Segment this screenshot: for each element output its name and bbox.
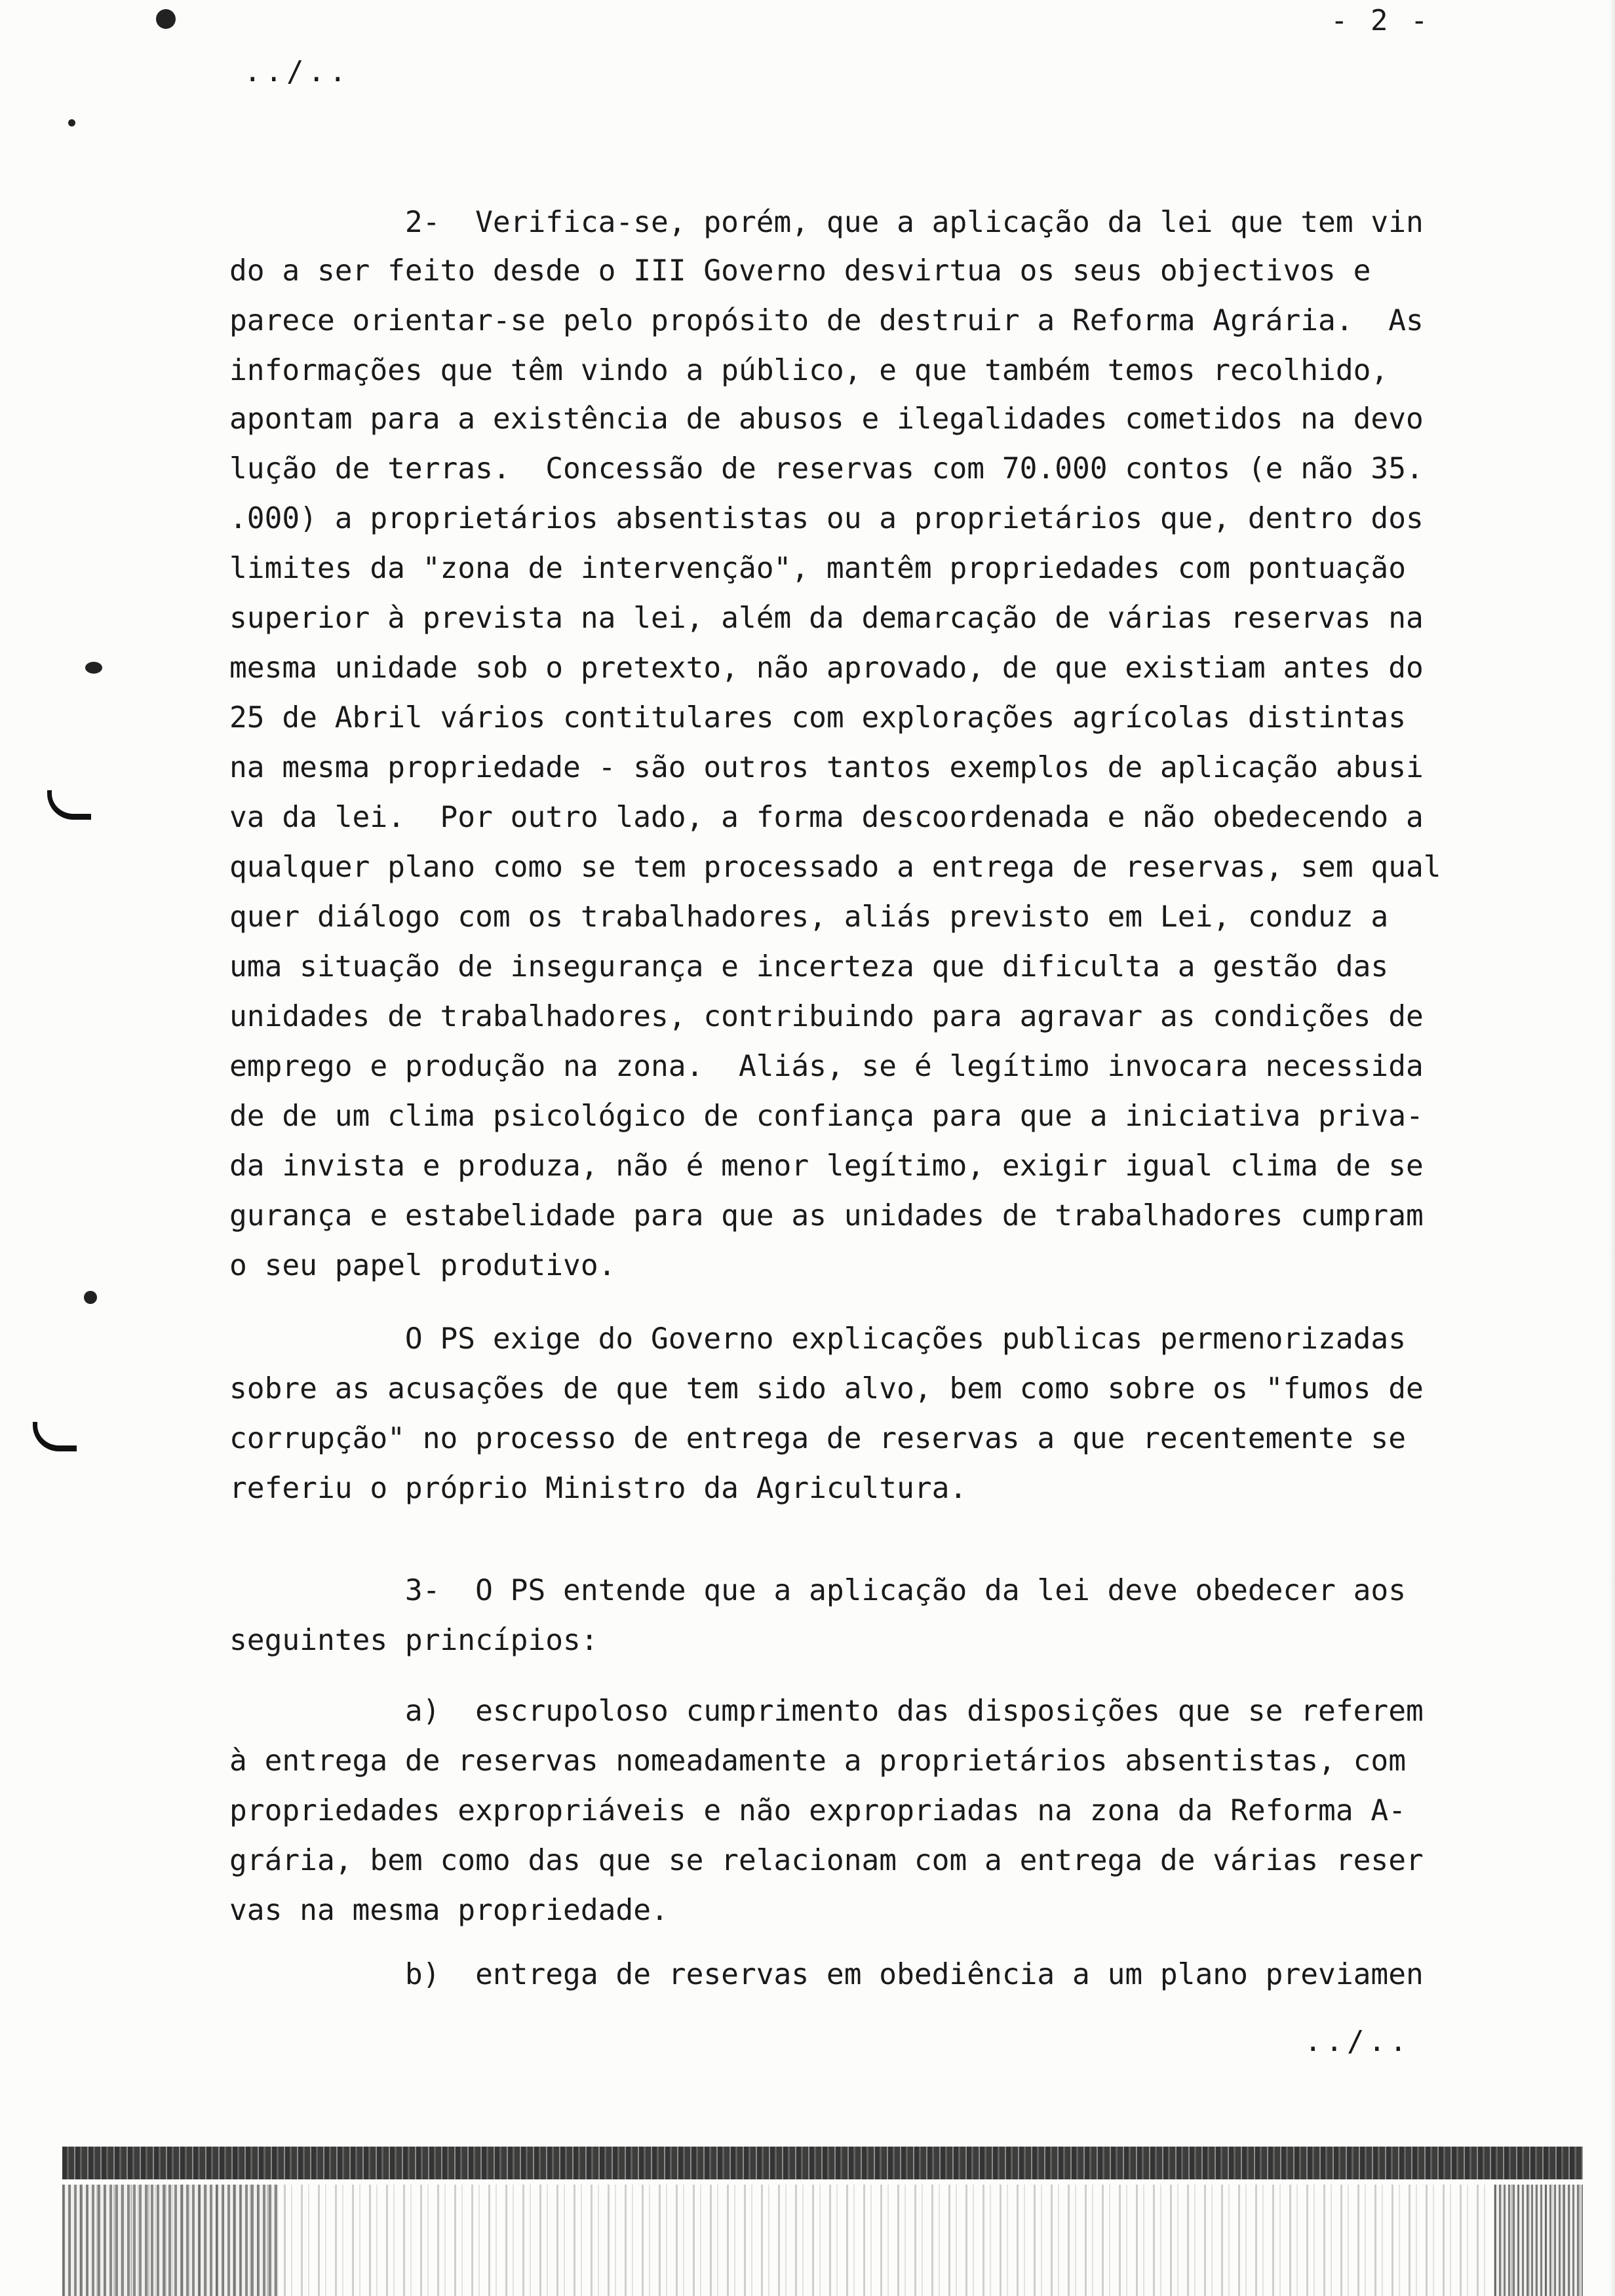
- text-line-5: apontam para a existência de abusos e ilegalidades cometidos na devo: [229, 402, 1424, 436]
- text-line-21: gurança e estabelidade para que as unidades de trabalhadores cumpram: [229, 1199, 1424, 1233]
- page-edge-shadow: [1609, 0, 1615, 2296]
- text-line-9: superior à prevista na lei, além da demarcação de várias reservas na: [229, 602, 1424, 635]
- scan-artifact-streaks: [62, 2185, 1583, 2296]
- scan-artifact-streaks-right: [1494, 2185, 1583, 2296]
- margin-speck: [85, 662, 102, 674]
- text-line-25: corrupção" no processo de entrega de reservas a que recentemente se: [229, 1422, 1407, 1455]
- text-line-33: vas na mesma propriedade.: [229, 1894, 669, 1927]
- text-line-4: informações que têm vindo a público, e que também temos recolhido,: [229, 354, 1389, 387]
- text-line-24: sobre as acusações de que tem sido alvo, bem como sobre os "fumos de: [229, 1372, 1424, 1406]
- margin-mark: [47, 790, 91, 820]
- margin-mark: [33, 1422, 77, 1451]
- page-number: - 2 -: [1331, 4, 1431, 37]
- margin-speck: [156, 9, 176, 29]
- text-line-18: emprego e produção na zona. Aliás, se é legítimo invocara necessida: [229, 1050, 1424, 1083]
- continuation-mark-top: ../..: [244, 55, 351, 88]
- scan-artifact-streaks-left: [62, 2185, 279, 2296]
- text-line-3: parece orientar-se pelo propósito de destruir a Reforma Agrária. As: [229, 304, 1424, 337]
- text-line-20: da invista e produza, não é menor legítimo, exigir igual clima de se: [229, 1149, 1424, 1183]
- text-line-1: 2- Verifica-se, porém, que a aplicação da lei que tem vin: [229, 206, 1424, 239]
- text-line-23: O PS exige do Governo explicações publicas permenorizadas: [229, 1322, 1407, 1356]
- text-line-11: 25 de Abril vários contitulares com explorações agrícolas distintas: [229, 701, 1407, 735]
- text-line-2: do a ser feito desde o III Governo desvirtua os seus objectivos e: [229, 254, 1371, 288]
- text-line-17: unidades de trabalhadores, contribuindo para agravar as condições de: [229, 1000, 1424, 1033]
- text-line-32: grária, bem como das que se relacionam com a entrega de várias reser: [229, 1844, 1424, 1877]
- continuation-mark-bottom: ../..: [1304, 2025, 1411, 2058]
- text-line-15: quer diálogo com os trabalhadores, aliás previsto em Lei, conduz a: [229, 900, 1389, 934]
- text-line-28: seguintes princípios:: [229, 1624, 598, 1657]
- text-line-16: uma situação de insegurança e incerteza que dificulta a gestão das: [229, 950, 1389, 984]
- text-line-10: mesma unidade sob o pretexto, não aprovado, de que existiam antes do: [229, 651, 1424, 685]
- text-line-30: à entrega de reservas nomeadamente a proprietários absentistas, com: [229, 1744, 1407, 1778]
- text-line-34: b) entrega de reservas em obediência a um plano previamen: [229, 1958, 1424, 1991]
- margin-speck: [84, 1291, 97, 1304]
- text-line-19: de de um clima psicológico de confiança para que a iniciativa priva-: [229, 1100, 1424, 1133]
- text-line-8: limites da "zona de intervenção", mantêm propriedades com pontuação: [229, 552, 1407, 585]
- text-line-26: referiu o próprio Ministro da Agricultura.: [229, 1472, 967, 1505]
- text-line-31: propriedades expropriáveis e não expropriadas na zona da Reforma A-: [229, 1794, 1407, 1827]
- text-line-13: va da lei. Por outro lado, a forma descoordenada e não obedecendo a: [229, 801, 1424, 834]
- text-line-12: na mesma propriedade - são outros tantos exemplos de aplicação abusi: [229, 751, 1424, 784]
- text-line-29: a) escrupoloso cumprimento das disposições que se referem: [229, 1694, 1424, 1728]
- margin-speck: [68, 119, 75, 126]
- text-line-22: o seu papel produtivo.: [229, 1249, 616, 1282]
- scan-artifact-band: [62, 2147, 1583, 2179]
- text-line-6: lução de terras. Concessão de reservas com 70.000 contos (e não 35.: [229, 452, 1424, 486]
- text-line-7: .000) a proprietários absentistas ou a proprietários que, dentro dos: [229, 502, 1424, 535]
- text-line-14: qualquer plano como se tem processado a entrega de reservas, sem qual: [229, 851, 1441, 884]
- text-line-27: 3- O PS entende que a aplicação da lei deve obedecer aos: [229, 1574, 1407, 1607]
